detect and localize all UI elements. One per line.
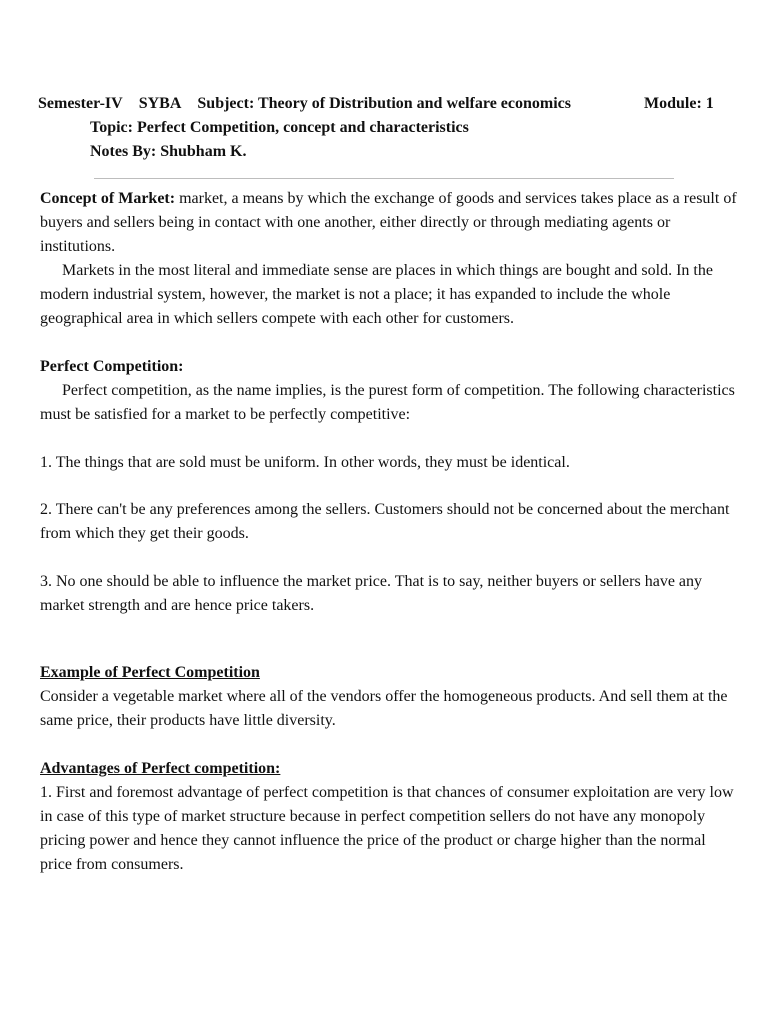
header-divider [94, 178, 674, 179]
market-paragraph-2: Markets in the most literal and immediate sense are places in which things are bought and sold. In the modern industrial system, however, the market is not a place; it has expanded to include the whole geographical area in which sellers compete with each other for customers. [40, 262, 713, 327]
subject-label: Subject: Theory of Distribution and welfare economics [197, 95, 571, 112]
market-definition-paragraph [40, 187, 740, 259]
header-line-1 [38, 94, 714, 114]
topic-label: Topic: Perfect Competition, concept and characteristics [90, 119, 469, 136]
advantages-section [40, 757, 740, 877]
perfect-competition-heading: Perfect Competition: [40, 358, 184, 375]
advantage-point-1: 1. First and foremost advantage of perfect competition is that chances of consumer exploitation are very low in case of this type of market structure because in perfect competition sellers do not have any monopoly pricing power and hence they cannot influence the price of the product or charge higher than the normal price from consumers. [40, 784, 734, 873]
perfect-competition-intro: Perfect competition, as the name implies, is the purest form of competition. The following characteristics must be satisfied for a market to be perfectly competitive: [40, 382, 735, 423]
perfect-competition-section [40, 355, 740, 427]
characteristic-point-1: 1. The things that are sold must be uniform. In other words, they must be identical. [40, 454, 570, 471]
notes-by-label: Notes By: Shubham K. [90, 143, 247, 160]
example-heading: Example of Perfect Competition [40, 664, 260, 681]
market-section [40, 187, 740, 331]
characteristic-point-3: 3. No one should be able to influence the market price. That is to say, neither buyers or sellers have any market strength and are hence price takers. [40, 573, 703, 614]
class-label: SYBA [138, 95, 182, 112]
example-text: Consider a vegetable market where all of the vendors offer the homogeneous products. And sell them at the same price, their products have little diversity. [40, 688, 728, 729]
characteristic-point-2: 2. There can't be any preferences among the sellers. Customers should not be concerned about the merchant from which they get their goods. [40, 501, 730, 542]
module-label: Module: 1 [644, 95, 714, 112]
market-definition: market, a means by which the exchange of goods and services takes place as a result of buyers and sellers being in contact with one another, either directly or through mediating agents or institutions. [40, 190, 737, 255]
market-heading: Concept of Market: [40, 190, 176, 207]
example-section [40, 661, 740, 733]
semester-label: Semester-IV [38, 95, 123, 112]
advantages-heading: Advantages of Perfect competition: [40, 760, 281, 777]
